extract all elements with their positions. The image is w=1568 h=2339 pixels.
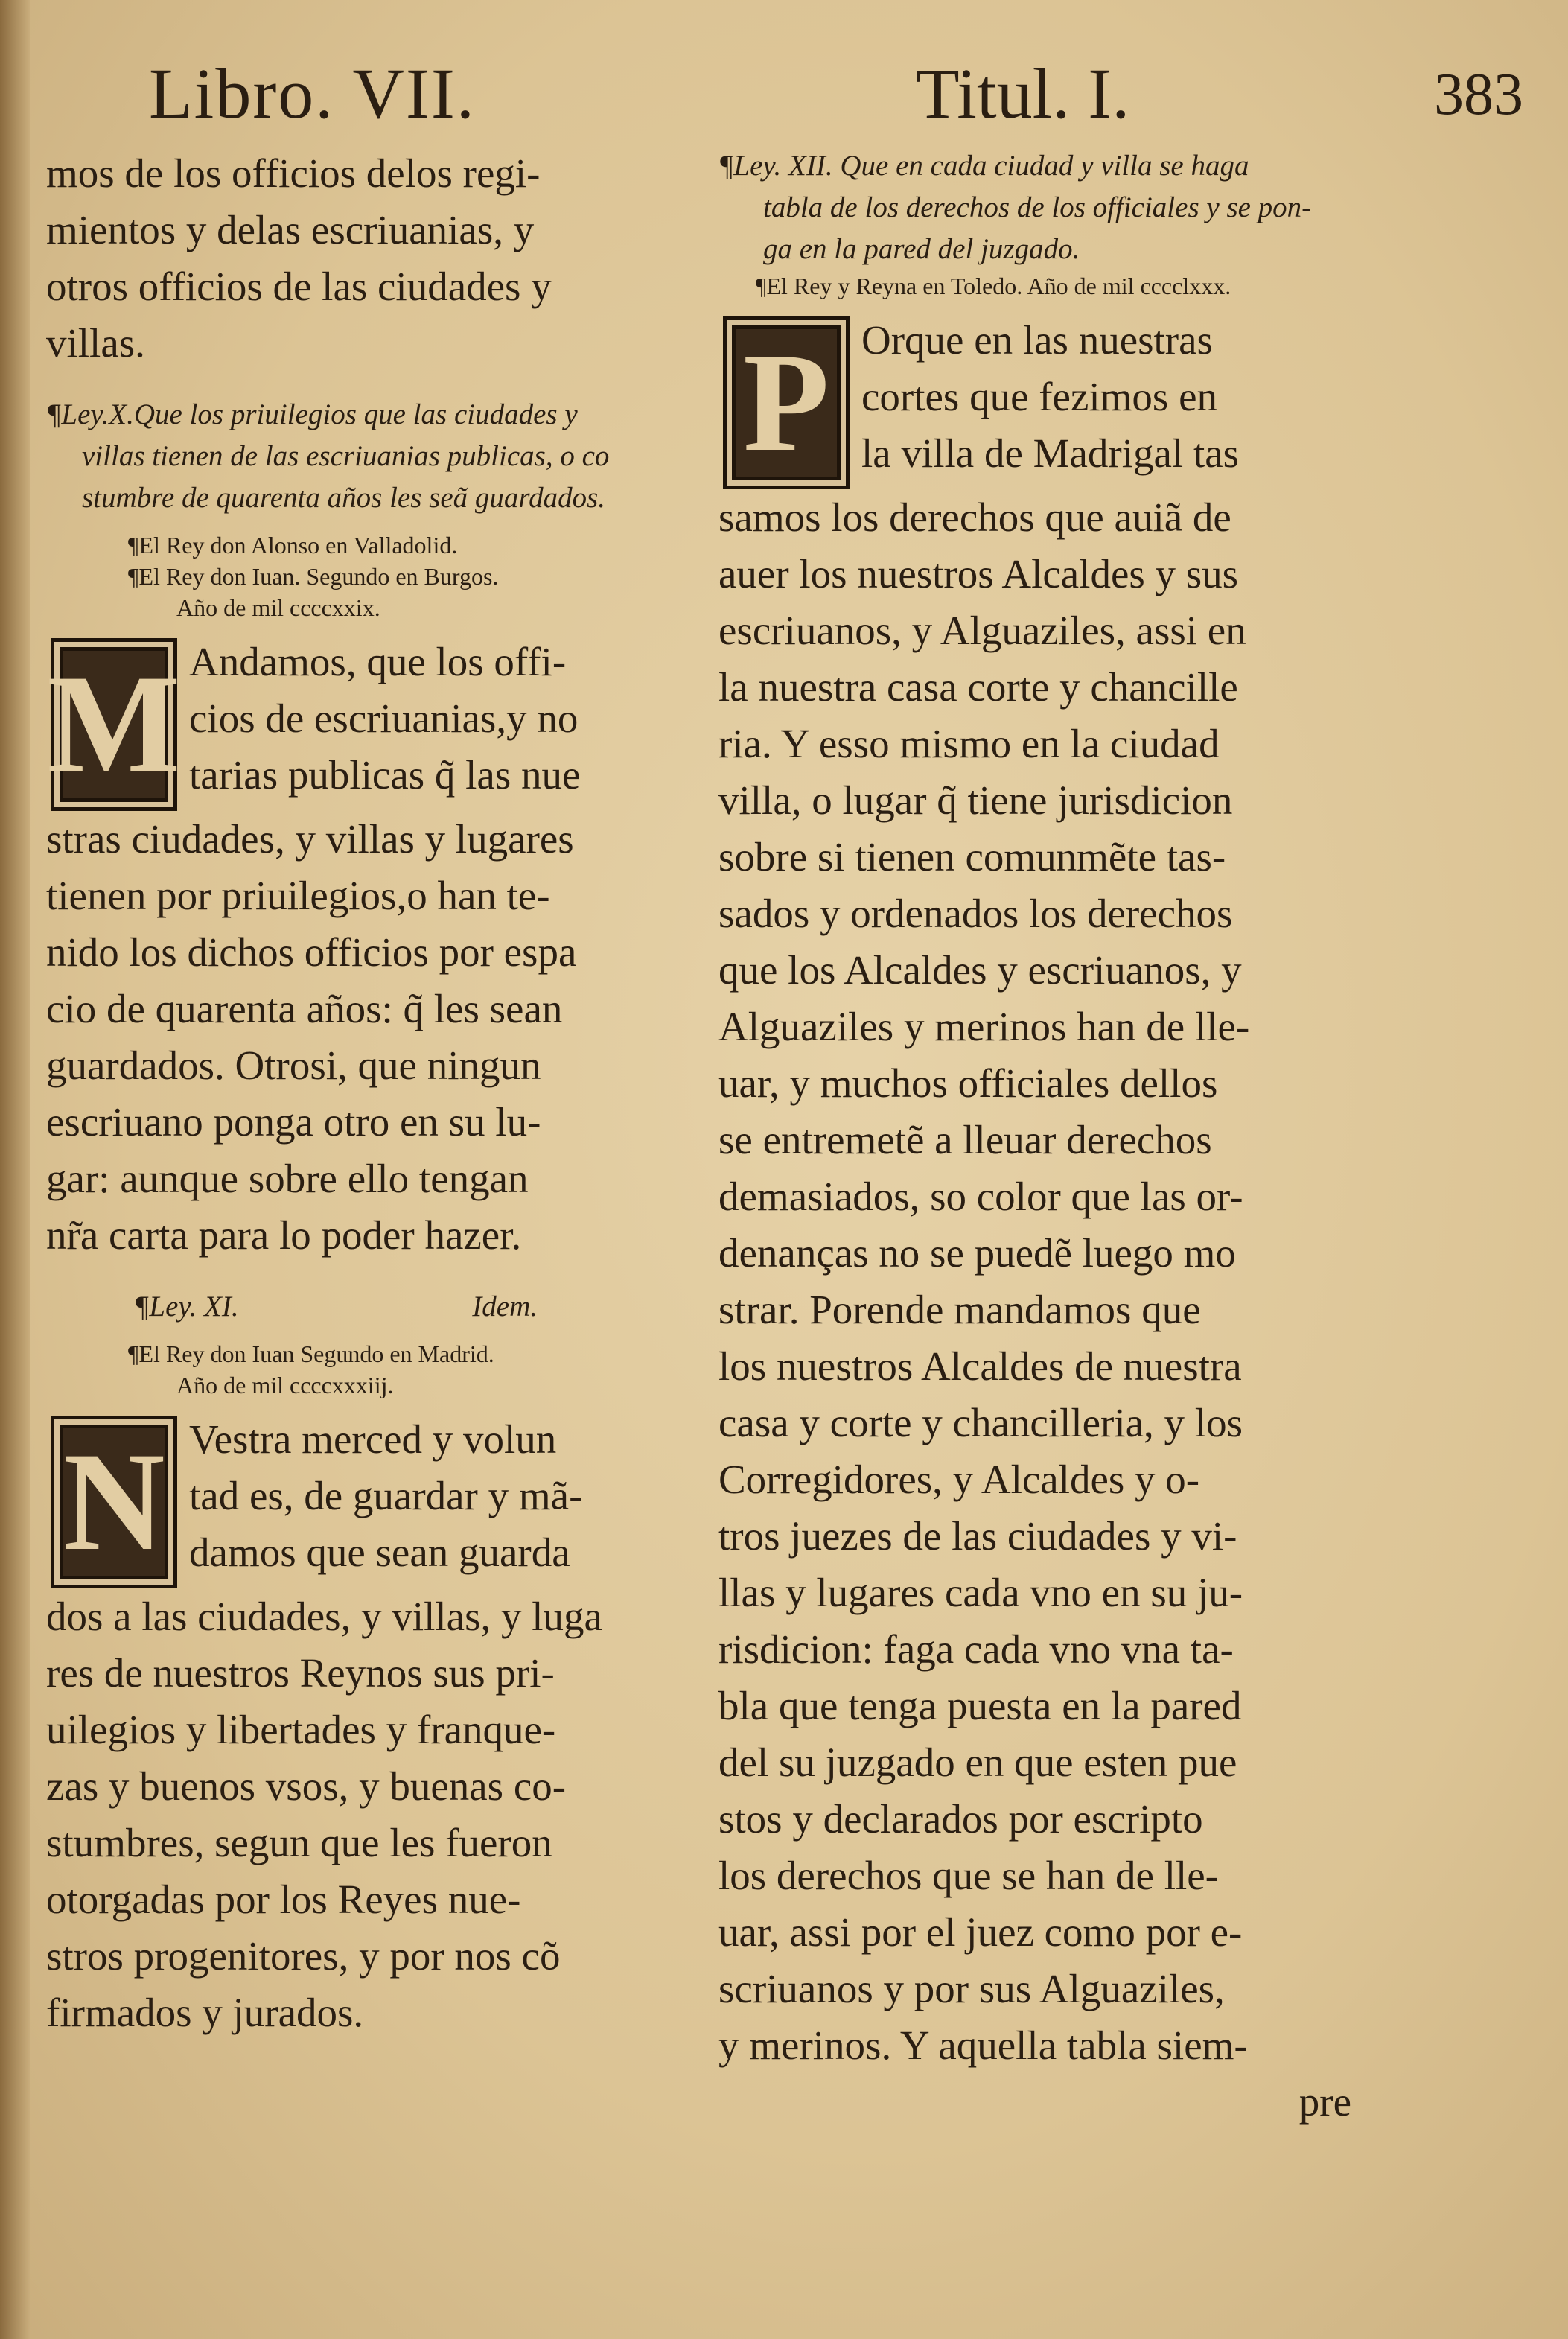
law-opening xyxy=(46,1411,664,1588)
text-line: ria. Y esso mismo en la ciudad xyxy=(718,721,1220,766)
law-rubric: ¶Ley.X.Que los priuilegios que las ciudades y xyxy=(46,398,578,430)
law-rubric: villas tienen de las escriuanias publicas, o co xyxy=(82,440,610,472)
text-line: strar. Porende mandamos que xyxy=(718,1287,1201,1332)
folio-number: 383 xyxy=(1434,62,1523,127)
law-rubric xyxy=(46,1286,664,1328)
text-line: y merinos. Y aquella tabla siem- xyxy=(718,2023,1248,2068)
text-line: uar, y muchos officiales dellos xyxy=(718,1060,1218,1106)
law-number: ¶Ley. XI. xyxy=(134,1291,239,1323)
text-line: mos de los officios delos regi- xyxy=(46,150,541,196)
text-line: risdicion: faga cada vno vna ta- xyxy=(718,1626,1234,1672)
law-rubric: stumbre de quarenta años les seã guardados. xyxy=(82,482,606,514)
text-line: damos que sean guarda xyxy=(189,1530,570,1575)
text-line: los derechos que se han de lle- xyxy=(718,1853,1219,1898)
text-line: tienen por priuilegios,o han te- xyxy=(46,873,550,918)
text-line: gar: aunque sobre ello tengan xyxy=(46,1156,529,1201)
law-rubric: ga en la pared del juzgado. xyxy=(763,233,1080,265)
law-idem: Idem. xyxy=(472,1291,538,1323)
text-line: escriuano ponga otro en su lu- xyxy=(46,1099,541,1145)
decorated-initial: P xyxy=(723,316,850,489)
text-line: res de nuestros Reynos sus pri- xyxy=(46,1650,555,1696)
source-reference: ¶El Rey y Reyna en Toledo. Año de mil cccclxxx. xyxy=(756,273,1231,299)
running-header xyxy=(149,52,1523,134)
text-line: otros officios de las ciudades y xyxy=(46,264,552,309)
text-line: que los Alcaldes y escriuanos, y xyxy=(718,947,1242,993)
text-line: stos y declarados por escripto xyxy=(718,1796,1203,1842)
text-line: sados y ordenados los derechos xyxy=(718,891,1233,936)
text-line: stras ciudades, y villas y lugares xyxy=(46,816,574,862)
text-line: stros progenitores, y por nos cõ xyxy=(46,1933,561,1979)
text-line: cortes que fezimos en xyxy=(861,374,1218,419)
text-line: Andamos, que los offi- xyxy=(189,639,567,684)
text-line: stumbres, segun que les fueron xyxy=(46,1820,552,1865)
law-opening xyxy=(718,312,1366,489)
text-line: mientos y delas escriuanias, y xyxy=(46,207,535,252)
text-line: del su juzgado en que esten pue xyxy=(718,1740,1237,1785)
source-reference: Año de mil ccccxxix. xyxy=(176,594,380,621)
source-reference: Año de mil ccccxxxiij. xyxy=(176,1372,394,1398)
source-reference: ¶El Rey don Iuan Segundo en Madrid. xyxy=(128,1340,494,1367)
text-line: villas. xyxy=(46,320,145,366)
text-line: llas y lugares cada vno en su ju- xyxy=(718,1570,1243,1615)
law-rubric: ¶Ley. XII. Que en cada ciudad y villa se haga xyxy=(718,150,1249,182)
text-line: cios de escriuanias,y no xyxy=(189,696,579,741)
text-line: uilegios y libertades y franque- xyxy=(46,1707,556,1752)
text-line: auer los nuestros Alcaldes y sus xyxy=(718,551,1239,596)
text-line: Vestra merced y volun xyxy=(189,1416,557,1462)
text-line: nido los dichos officios por espa xyxy=(46,929,577,975)
text-line: Corregidores, y Alcaldes y o- xyxy=(718,1457,1200,1502)
text-line: tad es, de guardar y mã- xyxy=(189,1473,583,1518)
decorated-initial: M xyxy=(51,638,177,811)
text-line: casa y corte y chancilleria, y los xyxy=(718,1400,1243,1445)
text-line: scriuanos y por sus Alguaziles, xyxy=(718,1966,1225,2011)
header-title: Titul. I. xyxy=(916,54,1130,133)
right-column xyxy=(718,145,1366,2130)
text-line: zas y buenos vsos, y buenas co- xyxy=(46,1763,567,1809)
text-line: dos a las ciudades, y villas, y luga xyxy=(46,1594,602,1639)
page-edge xyxy=(0,0,30,2339)
text-line: villa, o lugar q̃ tiene jurisdicion xyxy=(718,777,1233,823)
text-line: tros juezes de las ciudades y vi- xyxy=(718,1513,1237,1559)
decorated-initial: N xyxy=(51,1416,177,1588)
text-line: Alguaziles y merinos han de lle- xyxy=(718,1004,1250,1049)
law-rubric: tabla de los derechos de los officiales y se pon- xyxy=(763,191,1312,223)
text-line: escriuanos, y Alguaziles, assi en xyxy=(718,608,1246,653)
text-line: denanças no se puedẽ luego mo xyxy=(718,1230,1236,1276)
source-reference: ¶El Rey don Alonso en Valladolid. xyxy=(128,532,458,559)
source-reference: ¶El Rey don Iuan. Segundo en Burgos. xyxy=(128,563,499,590)
text-line: samos los derechos que auiã de xyxy=(718,494,1231,540)
text-line: nr̃a carta para lo poder hazer. xyxy=(46,1212,522,1258)
text-line: se entremetẽ a lleuar derechos xyxy=(718,1117,1212,1162)
text-line: los nuestros Alcaldes de nuestra xyxy=(718,1343,1242,1389)
text-line: la villa de Madrigal tas xyxy=(861,430,1240,476)
text-line: sobre si tienen comunmẽte tas- xyxy=(718,834,1226,879)
text-line: otorgadas por los Reyes nue- xyxy=(46,1877,521,1922)
catchword: pre xyxy=(1298,2079,1351,2125)
text-line: guardados. Otrosi, que ningun xyxy=(46,1043,541,1088)
header-book: Libro. VII. xyxy=(149,54,476,133)
left-column xyxy=(46,145,664,2041)
law-opening xyxy=(46,634,664,811)
text-line: bla que tenga puesta en la pared xyxy=(718,1683,1242,1728)
text-line: Orque en las nuestras xyxy=(861,317,1213,363)
text-line: la nuestra casa corte y chancille xyxy=(718,664,1238,710)
text-line: cio de quarenta años: q̃ les sean xyxy=(46,986,563,1031)
text-line: demasiados, so color que las or- xyxy=(718,1174,1243,1219)
text-line: firmados y jurados. xyxy=(46,1990,364,2035)
text-line: tarias publicas q̃ las nue xyxy=(189,752,581,798)
text-line: uar, assi por el juez como por e- xyxy=(718,1909,1243,1955)
